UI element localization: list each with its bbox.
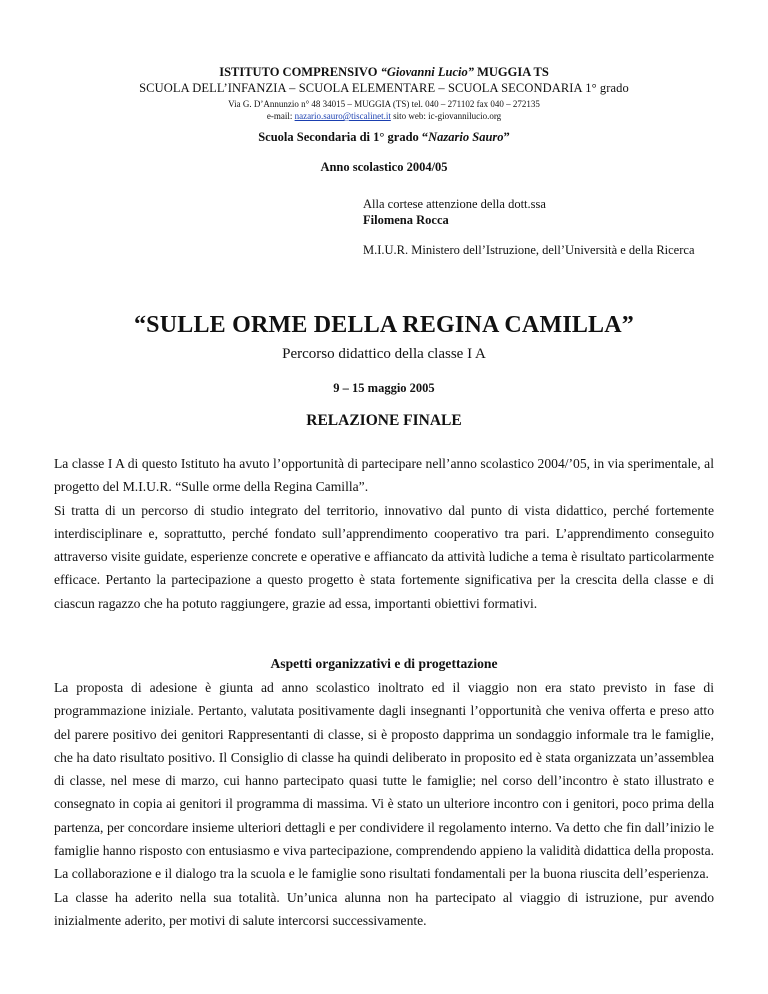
section-paragraph: La proposta di adesione è giunta ad anno scolastico inoltrato ed il viaggio non era stato previsto in fase di programmazione iniziale. Pertanto, valutata positivamente dagli insegnanti l’opportunità che veniva offerta e preso atto del parere positivo dei genitori Rappresentanti di classe, si è proposto dapprima un sondaggio informale tra le famiglie, che ha dato risultato positivo. Il Consiglio di classe ha quindi deliberato in proposito ed è stata organizzata un’assemblea di classe, nel mese di marzo, cui hanno partecipato quasi tutte le famiglie; nel corso dell’incontro è stato illustrato e consegnato in copia ai genitori il programma di massima. Vi è stato un ulteriore incontro con i genitori, poco prima della partenza, per concordare insieme ulteriori dettagli e per condividere il regolamento interno. Va detto che fin dall’inizio le famiglie hanno risposto con entusiasmo e viva partecipazione, comprendendo appieno la validità didattica della proposta. La collaborazione e il dialogo tra la scuola e le famiglie sono risultati fondamentali per la buona riuscita dell’esperienza. xyxy=(54,680,714,882)
school-suffix: ” xyxy=(503,130,510,144)
institute-person-name: “Giovanni Lucio” xyxy=(380,65,474,79)
project-subtitle: Percorso didattico della classe I A xyxy=(282,346,486,362)
section-text xyxy=(54,676,714,932)
institute-prefix: ISTITUTO COMPRENSIVO xyxy=(219,65,381,79)
recipient-block xyxy=(363,196,703,258)
recipient-ministry: M.I.U.R. Ministero dell’Istruzione, dell’Università e della Ricerca xyxy=(363,243,695,257)
contact-block xyxy=(0,98,768,122)
school-person-name: Nazario Sauro xyxy=(428,130,504,144)
project-title: “SULLE ORME DELLA REGINA CAMILLA” xyxy=(133,312,635,338)
school-year: Anno scolastico 2004/05 xyxy=(320,160,448,174)
recipient-intro: Alla cortese attenzione della dott.ssa xyxy=(363,197,546,211)
section-heading: Aspetti organizzativi e di progettazione xyxy=(270,656,498,671)
report-title: RELAZIONE FINALE xyxy=(306,412,462,429)
project-dates: 9 – 15 maggio 2005 xyxy=(333,381,435,395)
institute-name xyxy=(0,65,768,80)
section-paragraph: La classe ha aderito nella sua totalità. Un’unica alunna non ha partecipato al viaggio di istruzione, pur avendo inizialmente aderito, per motivi di salute intercorsi successivamente. xyxy=(54,889,714,928)
email-link[interactable]: nazario.sauro@tiscalinet.it xyxy=(294,111,391,121)
school-name xyxy=(0,130,768,145)
email-web-line xyxy=(0,110,768,122)
email-label: e-mail: xyxy=(266,111,295,121)
intro-paragraph: Si tratta di un percorso di studio integrato del territorio, innovativo dal punto di vista didattico, perché fortemente interdisciplinare e, soprattutto, perché fondato sull’apprendimento cooperativo tra pari. L’apprendimento conseguito attraverso visite guidate, esperienze concrete e operative e affiancato da attività ludiche a tema è risultato particolarmente efficace. Pertanto la partecipazione a questo progetto è stata fortemente significativa per la crescita della classe e di ciascun ragazzo che ha potuto raggiungere, grazie ad essa, importanti obiettivi formativi. xyxy=(54,502,714,611)
intro-text xyxy=(54,452,714,615)
school-levels: SCUOLA DELL’INFANZIA – SCUOLA ELEMENTARE – SCUOLA SECONDARIA 1° grado xyxy=(139,81,629,95)
website-text: sito web: ic-giovannilucio.org xyxy=(390,111,502,121)
recipient-name: Filomena Rocca xyxy=(363,213,449,227)
institute-suffix: MUGGIA TS xyxy=(473,65,549,79)
school-prefix: Scuola Secondaria di 1° grado “ xyxy=(258,130,429,144)
intro-paragraph: La classe I A di questo Istituto ha avuto l’opportunità di partecipare nell’anno scolastico 2004/’05, in via sperimentale, al progetto del M.I.U.R. “Sulle orme della Regina Camilla”. xyxy=(54,456,714,495)
address-line: Via G. D’Annunzio n° 48 34015 – MUGGIA (TS) tel. 040 – 271102 fax 040 – 272135 xyxy=(228,99,540,109)
